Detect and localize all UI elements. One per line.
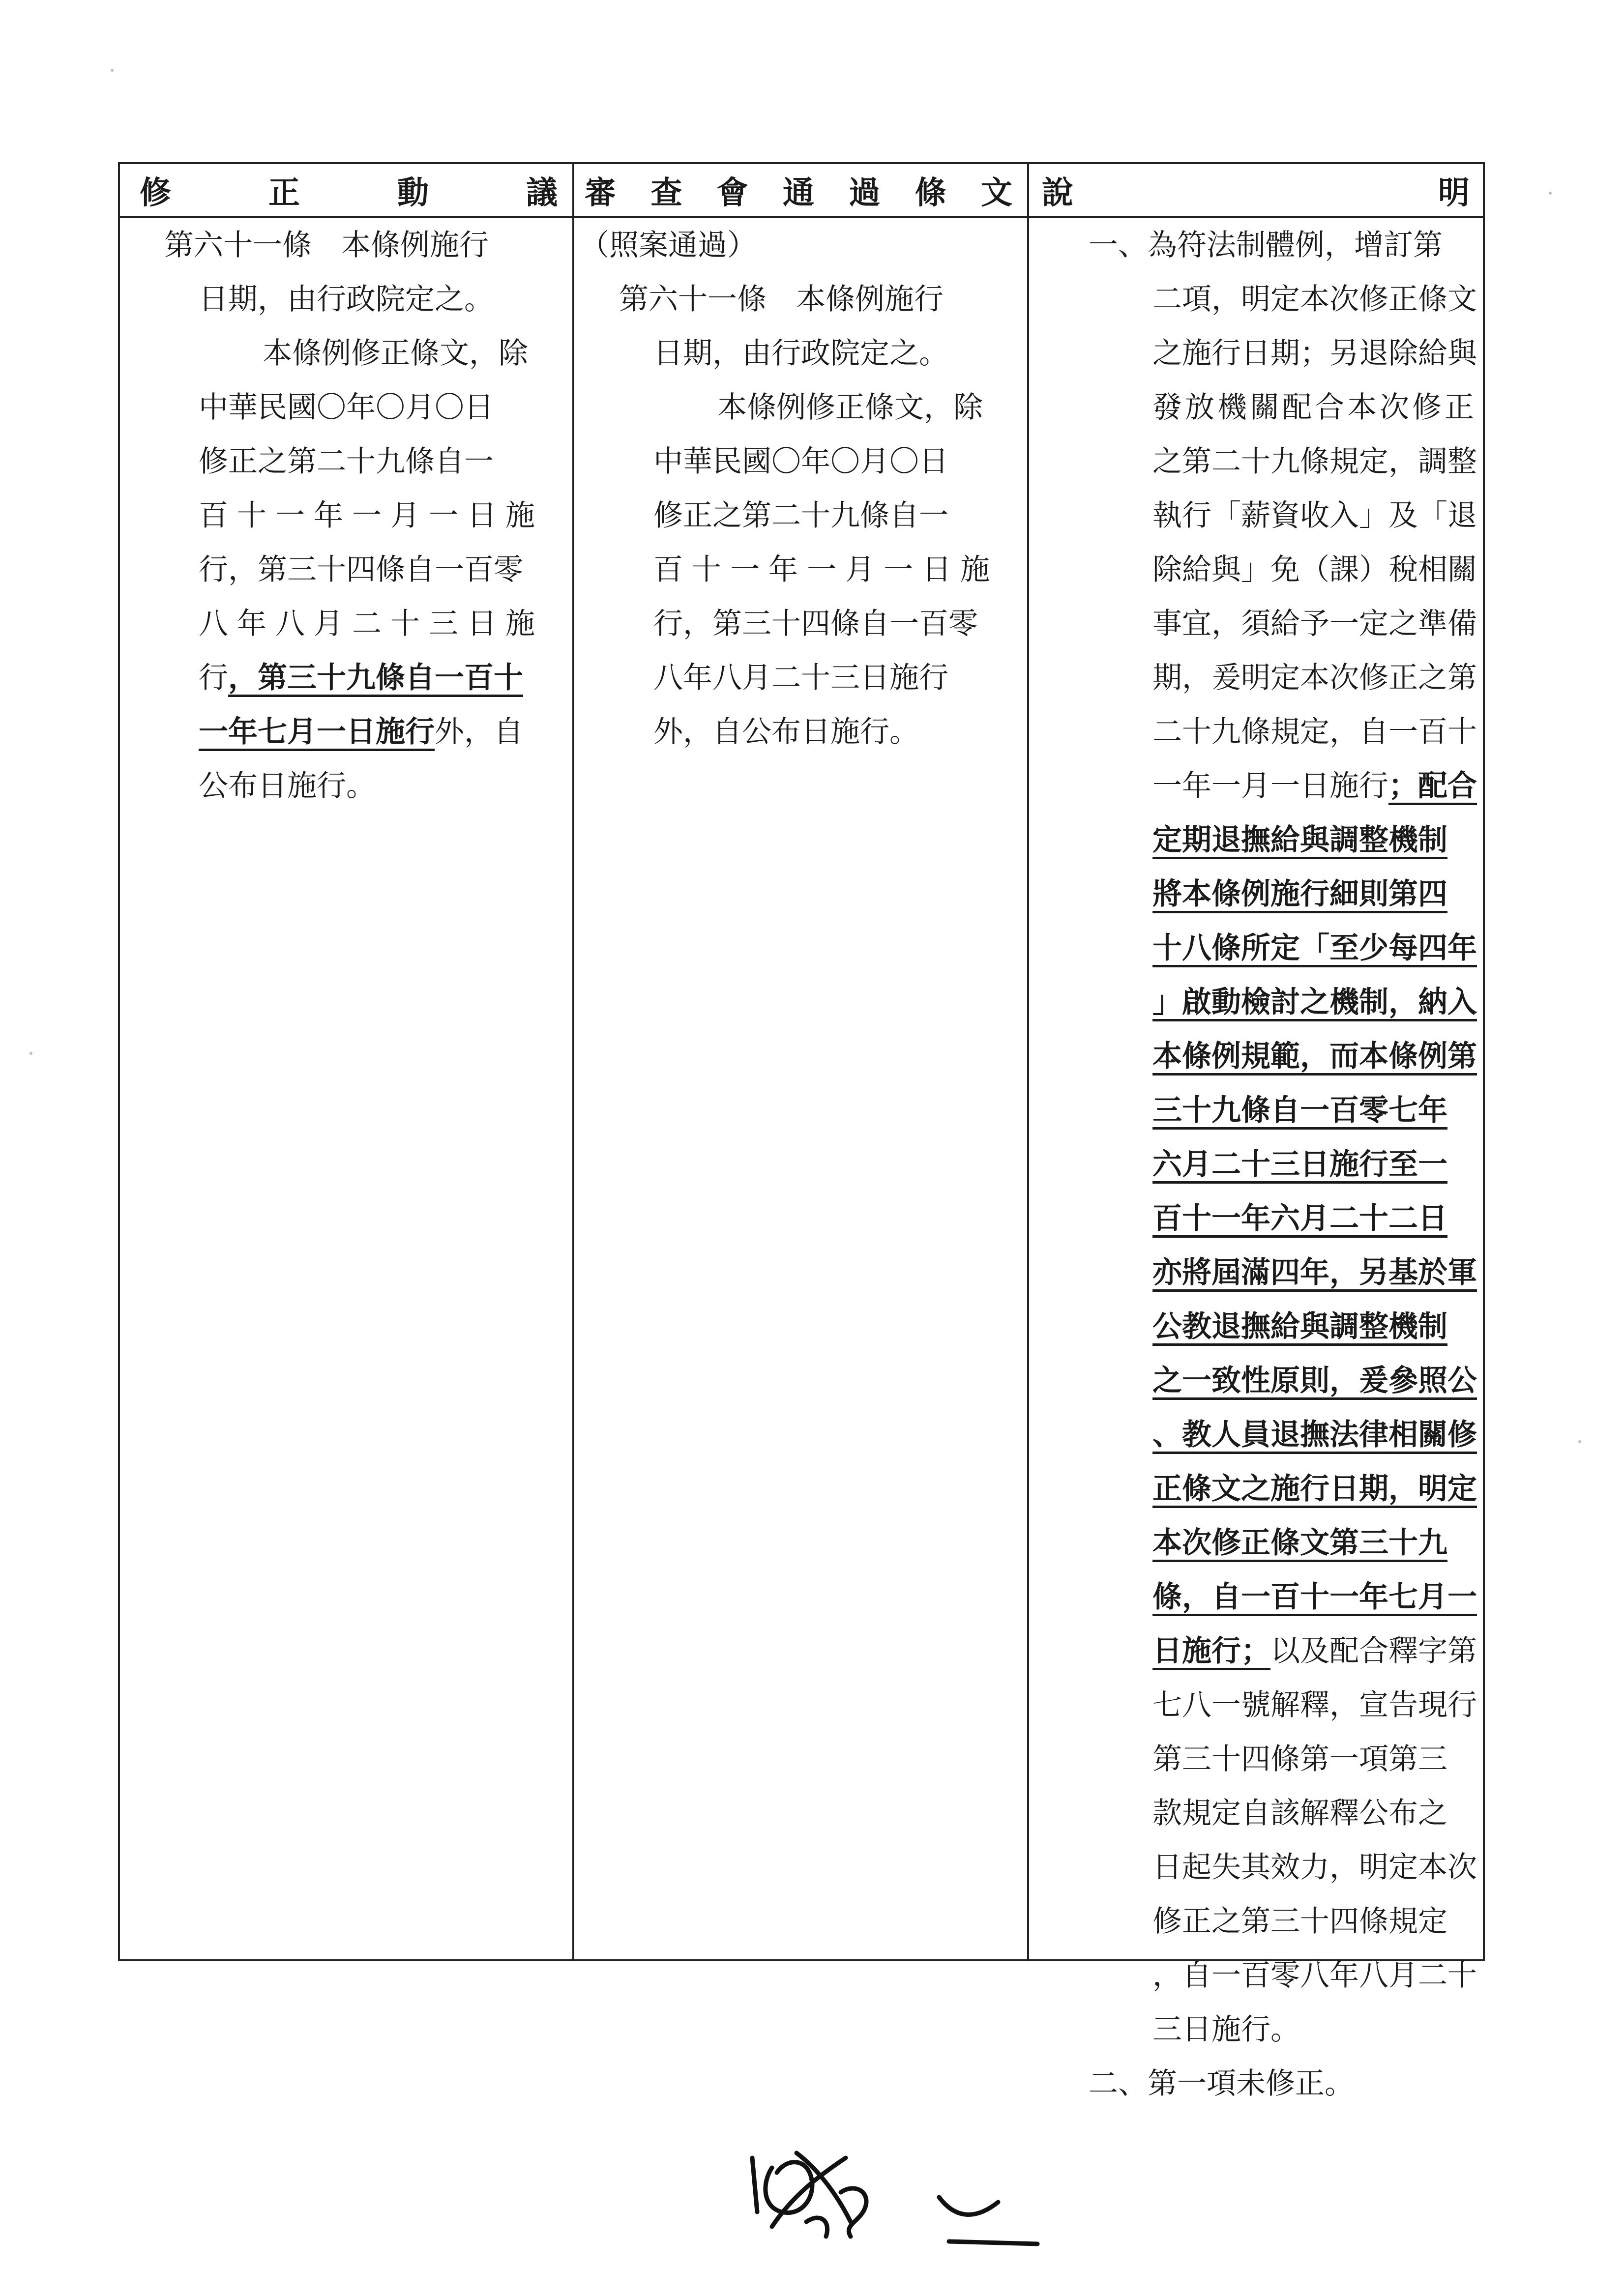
text-line xyxy=(1089,2057,1487,2111)
text-line xyxy=(1152,1894,1487,1948)
text-line xyxy=(1152,1192,1487,1246)
amended-text: 亦將屆滿四年，另基於軍 xyxy=(1152,1255,1477,1290)
text-line xyxy=(1152,489,1487,543)
text-line xyxy=(1152,1083,1487,1137)
column-divider-1 xyxy=(572,164,574,1959)
text-line xyxy=(653,597,1027,651)
text-line xyxy=(653,435,1027,489)
line-text: 本條例修正條文，除 xyxy=(717,390,983,425)
line-text: 三日施行。 xyxy=(1152,2012,1300,2047)
line-text: 行 xyxy=(199,661,228,695)
line-text: 除給與」免（課）稅相關 xyxy=(1152,552,1477,587)
amended-text: 條，自一百十一年七月一 xyxy=(1152,1580,1477,1614)
text-line xyxy=(1152,380,1487,435)
text-line xyxy=(653,489,1027,543)
scan-speck xyxy=(1578,1440,1581,1443)
line-text: 行，第三十四條自一百零 xyxy=(199,552,523,587)
text-line xyxy=(199,543,572,597)
amended-text: 、教人員退撫法律相關修 xyxy=(1152,1418,1477,1452)
text-line xyxy=(1152,597,1487,651)
text-line xyxy=(1152,759,1487,813)
line-text: 百十一年一月一日施 xyxy=(199,498,544,533)
line-text: 修正之第三十四條規定 xyxy=(1152,1904,1447,1939)
header-char: 條 xyxy=(915,174,946,211)
text-line xyxy=(199,705,572,759)
amended-text: 本次修正條文第三十九 xyxy=(1152,1526,1447,1560)
text-line xyxy=(1152,1300,1487,1354)
text-line xyxy=(1152,867,1487,921)
header-char: 說 xyxy=(1042,174,1073,211)
text-line xyxy=(1152,1246,1487,1300)
amended-text: 日施行； xyxy=(1152,1634,1270,1668)
header-char: 正 xyxy=(268,174,300,211)
scan-speck xyxy=(1549,192,1552,195)
header-char: 動 xyxy=(397,174,429,211)
text-line xyxy=(164,218,538,272)
header-char: 修 xyxy=(140,174,171,211)
line-text: 本條例修正條文，除 xyxy=(263,336,528,371)
text-line xyxy=(263,326,572,380)
header-char: 文 xyxy=(980,174,1012,211)
text-line xyxy=(1152,435,1487,489)
line-text: ，自一百零八年八月二十 xyxy=(1152,1958,1477,1993)
text-line xyxy=(1152,1137,1487,1192)
text-line xyxy=(619,272,1027,326)
committee-column xyxy=(575,218,1027,759)
line-text: 百十一年一月一日施 xyxy=(653,552,999,587)
line-text: 一年一月一日施行 xyxy=(1152,769,1388,803)
amended-text: 」啟動檢討之機制，納入 xyxy=(1152,985,1477,1019)
line-text: 七八一號解釋，宣告現行 xyxy=(1152,1688,1477,1722)
text-line xyxy=(653,705,1027,759)
line-text: 八年八月二十三日施 xyxy=(199,607,544,641)
line-text: 日起失其效力，明定本次 xyxy=(1152,1850,1477,1885)
header-divider xyxy=(120,216,1483,218)
text-line xyxy=(199,489,572,543)
comparison-table xyxy=(118,162,1485,2101)
text-line xyxy=(199,435,572,489)
line-text: 第三十四條第一項第三 xyxy=(1152,1742,1447,1776)
line-text: 八年八月二十三日施行 xyxy=(653,661,948,695)
amended-text: 一年七月一日施行 xyxy=(199,715,435,749)
text-line xyxy=(1152,1462,1487,1516)
header-char: 查 xyxy=(650,174,682,211)
amended-text: 公教退撫給與調整機制 xyxy=(1152,1309,1447,1344)
line-text: 之第二十九條規定，調整 xyxy=(1152,444,1477,479)
header-char: 通 xyxy=(782,174,814,211)
amended-text: 本條例規範，而本條例第 xyxy=(1152,1039,1477,1074)
motion-column xyxy=(120,218,572,813)
amended-text: 正條文之施行日期，明定 xyxy=(1152,1472,1477,1506)
header-char: 審 xyxy=(585,174,616,211)
text-line xyxy=(1152,1408,1487,1462)
text-line xyxy=(653,543,1027,597)
line-text: 第六十一條 本條例施行 xyxy=(164,228,489,262)
text-line xyxy=(1152,1570,1487,1624)
text-line xyxy=(1152,326,1487,380)
text-line xyxy=(717,380,1027,435)
text-line xyxy=(580,218,1027,272)
text-line xyxy=(1152,1624,1487,1678)
line-text: （照案通過） xyxy=(580,228,757,262)
text-line xyxy=(199,759,572,813)
line-text: 第六十一條 本條例施行 xyxy=(619,282,944,317)
text-line xyxy=(1152,1948,1487,2003)
line-text: 二十九條規定，自一百十 xyxy=(1152,715,1477,749)
text-line xyxy=(1152,1354,1487,1408)
text-line xyxy=(1152,1516,1487,1570)
text-line xyxy=(1152,1678,1487,1732)
text-line xyxy=(653,326,1027,380)
text-line xyxy=(1152,2003,1487,2057)
text-line xyxy=(1152,651,1487,705)
header-motion xyxy=(140,164,558,216)
scan-speck xyxy=(30,1052,32,1055)
header-char: 議 xyxy=(526,174,558,211)
text-line xyxy=(1152,975,1487,1029)
line-text: 外，自 xyxy=(435,715,523,749)
text-line xyxy=(1152,272,1487,326)
text-line xyxy=(199,380,572,435)
text-line xyxy=(1152,813,1487,867)
header-char: 明 xyxy=(1438,174,1470,211)
amended-text: 定期退撫給與調整機制 xyxy=(1152,823,1447,857)
handwritten-page-mark xyxy=(742,2138,1087,2256)
line-text: 行，第三十四條自一百零 xyxy=(653,607,978,641)
scan-speck xyxy=(111,69,114,72)
amended-text: 十八條所定「至少每四年 xyxy=(1152,931,1477,965)
line-text: 中華民國〇年〇月〇日 xyxy=(199,390,494,425)
line-text: 日期，由行政院定之。 xyxy=(199,282,494,317)
line-text: 公布日施行。 xyxy=(199,769,376,803)
line-text: 中華民國〇年〇月〇日 xyxy=(653,444,948,479)
text-line xyxy=(199,597,572,651)
line-text: 發放機關配合本次修正 xyxy=(1152,390,1477,425)
line-text: 執行「薪資收入」及「退 xyxy=(1152,498,1477,533)
line-text: 之施行日期；另退除給與 xyxy=(1152,336,1477,371)
text-line xyxy=(1152,543,1487,597)
line-text: 日期，由行政院定之。 xyxy=(653,336,948,371)
line-text: 修正之第二十九條自一 xyxy=(653,498,948,533)
column-divider-2 xyxy=(1027,164,1029,1959)
explanation-column xyxy=(1030,218,1487,2111)
text-line xyxy=(1152,1732,1487,1786)
text-line xyxy=(1152,1786,1487,1840)
line-text: 修正之第二十九條自一 xyxy=(199,444,494,479)
header-char: 會 xyxy=(716,174,748,211)
line-text: 事宜，須給予一定之準備 xyxy=(1152,607,1477,641)
line-text: 外，自公布日施行。 xyxy=(653,715,919,749)
amended-text: 百十一年六月二十二日 xyxy=(1152,1201,1447,1236)
amended-text: ；配合 xyxy=(1388,769,1477,803)
line-text: 以及配合釋字第 xyxy=(1270,1634,1477,1668)
amended-text: 三十九條自一百零七年 xyxy=(1152,1093,1447,1128)
line-text: 款規定自該解釋公布之 xyxy=(1152,1796,1447,1831)
text-line xyxy=(1152,921,1487,975)
text-line xyxy=(1152,1029,1487,1083)
line-text: 二、第一項未修正。 xyxy=(1089,2066,1354,2101)
amended-text: 將本條例施行細則第四 xyxy=(1152,877,1447,911)
amended-text: 之一致性原則，爰參照公 xyxy=(1152,1364,1477,1398)
text-line xyxy=(653,651,1027,705)
text-line xyxy=(199,651,572,705)
line-text: 期，爰明定本次修正之第 xyxy=(1152,661,1477,695)
header-explanation xyxy=(1042,164,1470,216)
text-line xyxy=(199,272,572,326)
amended-text: 六月二十三日施行至一 xyxy=(1152,1147,1447,1182)
header-char: 過 xyxy=(849,174,881,211)
amended-text: ，第三十九條自一百十 xyxy=(228,661,523,695)
text-line xyxy=(1089,218,1487,272)
text-line xyxy=(1152,1840,1487,1894)
header-committee xyxy=(585,164,1012,216)
line-text: 二項，明定本次修正條文 xyxy=(1152,282,1477,317)
line-text: 一、為符法制體例，增訂第 xyxy=(1089,228,1443,262)
text-line xyxy=(1152,705,1487,759)
